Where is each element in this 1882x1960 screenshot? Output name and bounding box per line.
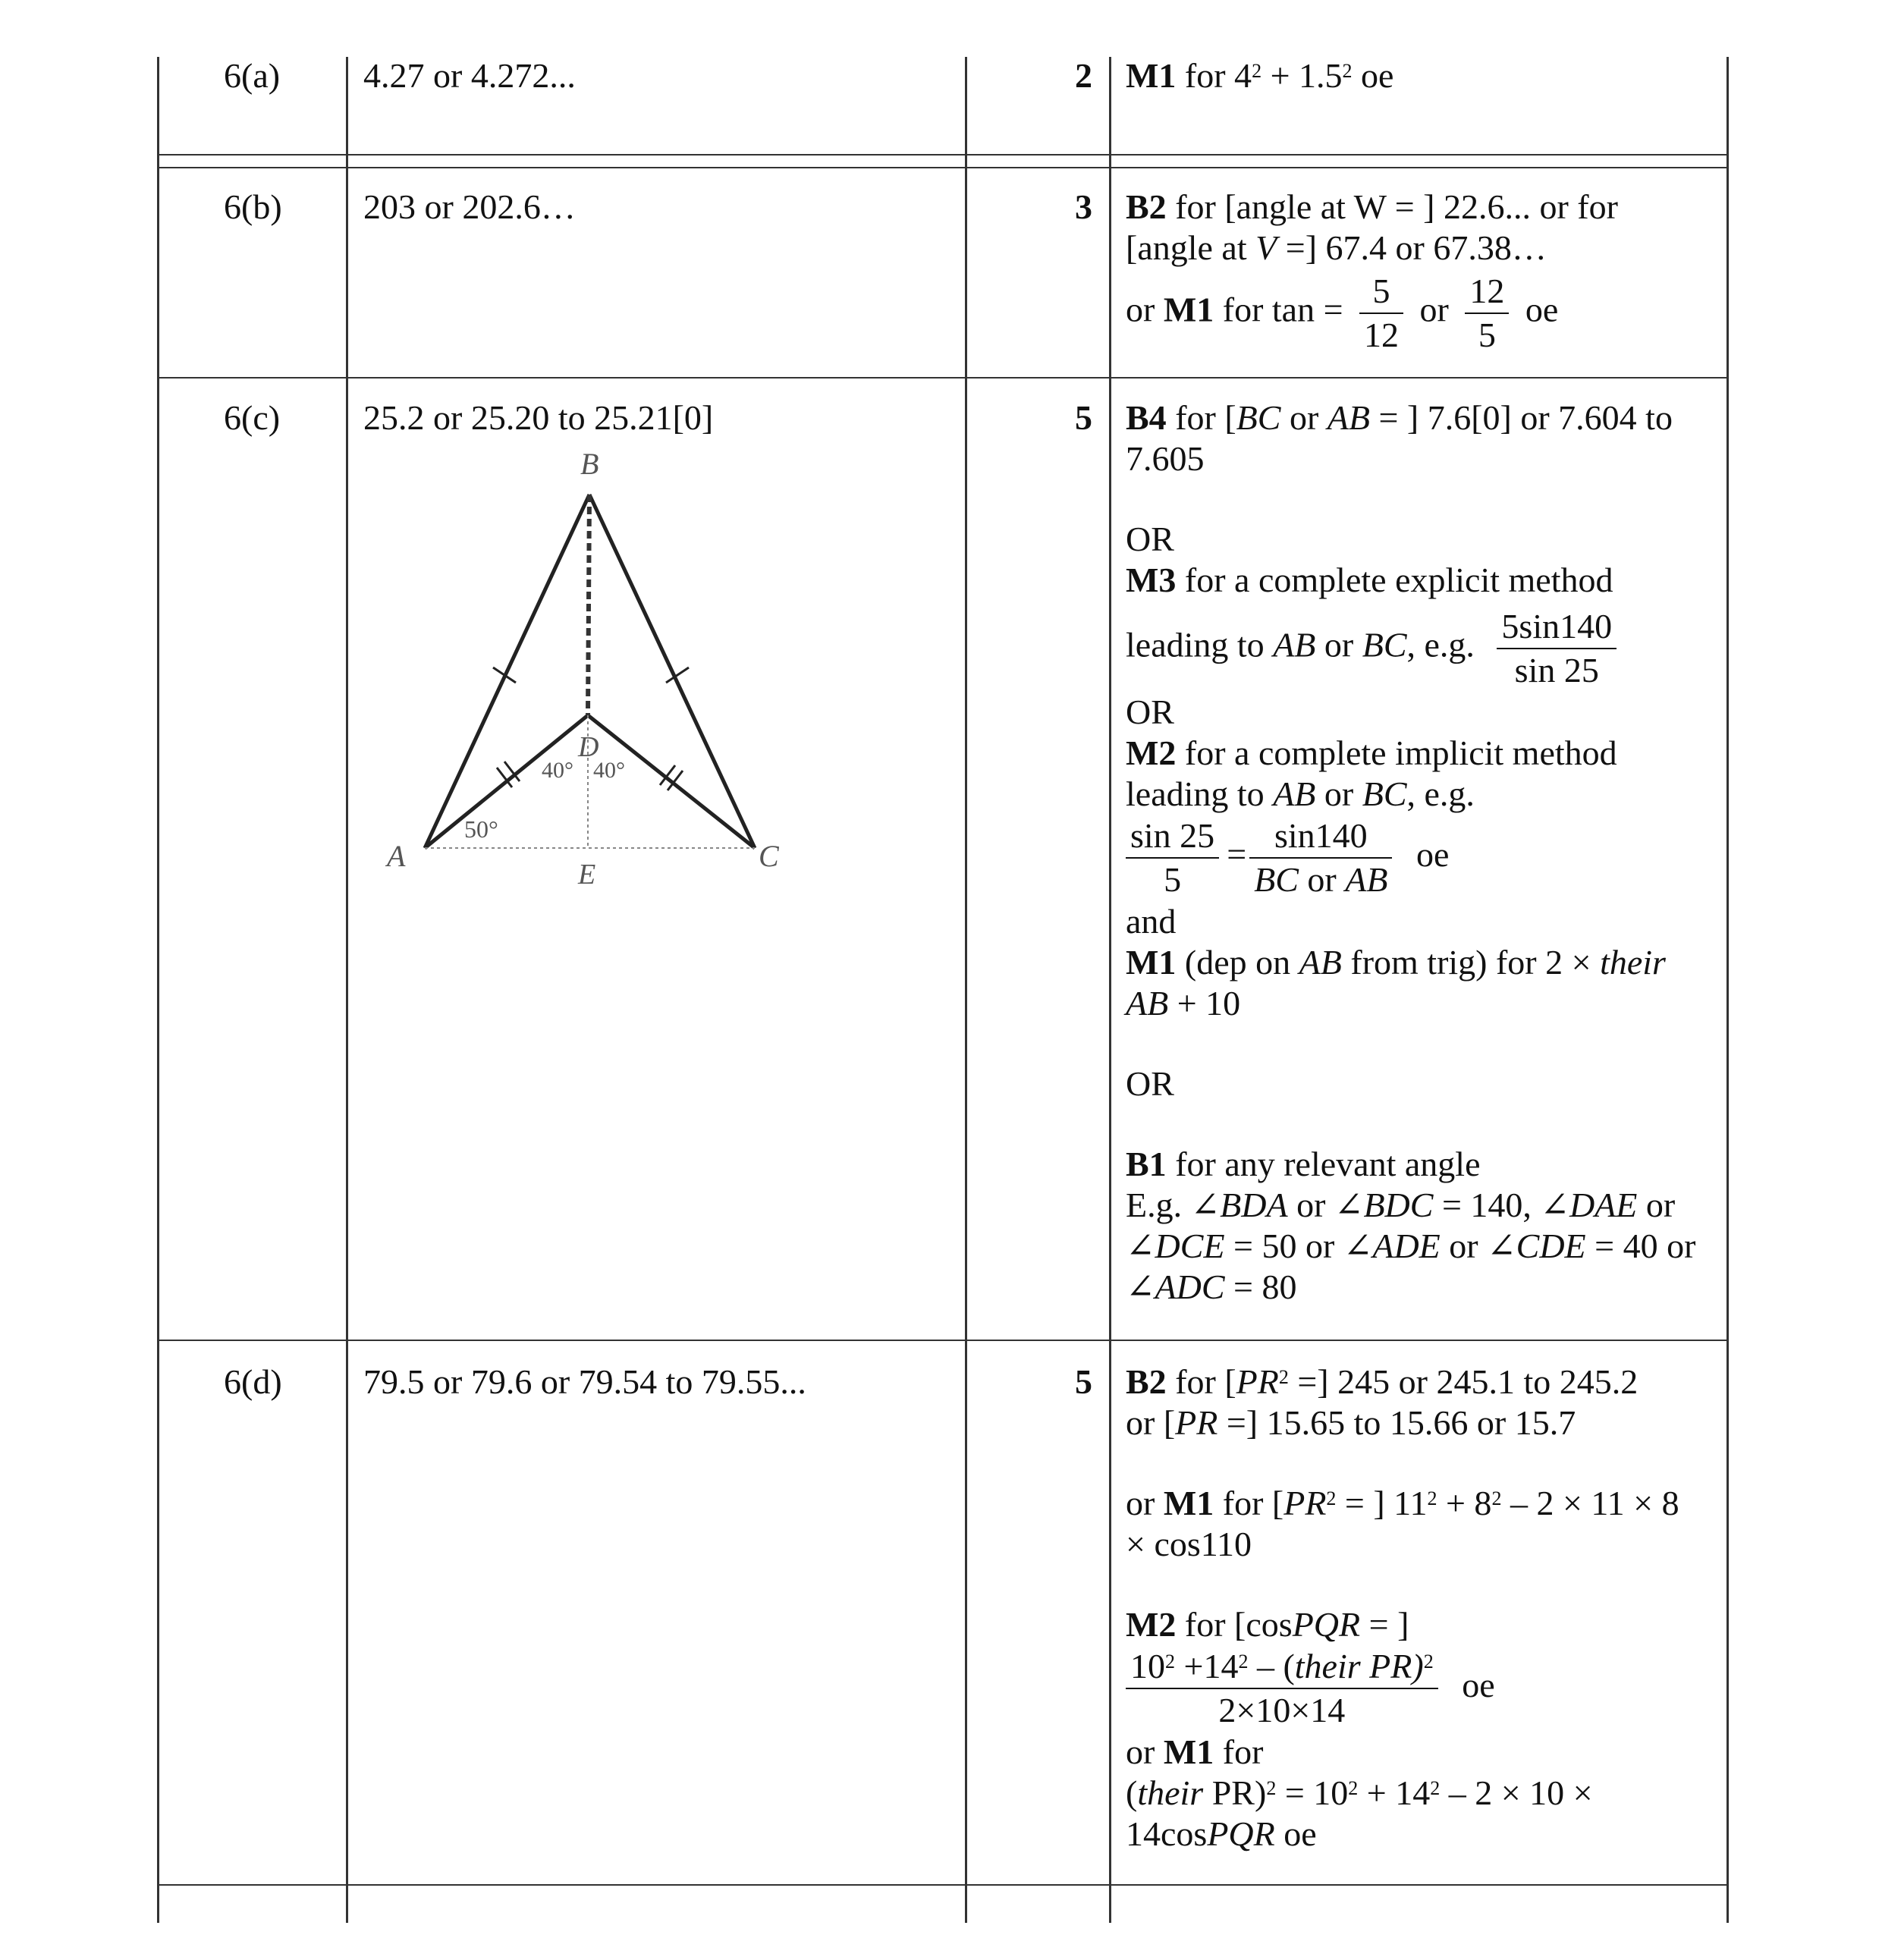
fraction: $\frac{5}{12}$ bbox=[1359, 270, 1403, 357]
angle-40-right: 40° bbox=[593, 758, 625, 783]
angle-50: 50° bbox=[464, 815, 498, 843]
fraction: $\frac{5\sin 140}{\sin 25}$ bbox=[1497, 605, 1617, 692]
table-border-left bbox=[157, 57, 159, 1923]
table-border-right bbox=[1726, 57, 1729, 1923]
part-label: 6(c) bbox=[224, 398, 281, 437]
table-divider-part bbox=[346, 57, 348, 1923]
angle-40-left: 40° bbox=[542, 758, 573, 783]
row-divider-a-b-1 bbox=[157, 154, 1729, 155]
answer-text: 79.5 or 79.6 or 79.54 to 79.55... bbox=[363, 1362, 806, 1401]
part-label: 6(d) bbox=[224, 1362, 282, 1401]
label-d: D bbox=[578, 731, 599, 763]
marks-value: 5 bbox=[1075, 398, 1092, 437]
answer-text: 203 or 202.6… bbox=[363, 187, 576, 226]
table-divider-marks bbox=[1109, 57, 1111, 1923]
answer-text: 25.2 or 25.20 to 25.21[0] bbox=[363, 398, 714, 437]
table-divider-answer bbox=[965, 57, 967, 1923]
marks-value: 3 bbox=[1075, 187, 1092, 226]
fraction: $\frac{12}{5}$ bbox=[1465, 270, 1509, 357]
guidance-text: B4 for [BC or AB = ] 7.6[0] or 7.604 to 7.605 OR M3 for a complete explicit method leading to AB or BC, e.g. $\frac{5\sin 140}{\sin 25}$ OR M2 for a complete implicit method leading to AB or BC, e.g. $\frac{\sin 25}{5}$ = $\frac{\sin 140}{\text{BC or AB}}$ oe and M1 (dep on AB from trig) for 2 × their AB + 10 OR B1 for any relevant angle E.g. ∠BDA or ∠BDC = 140, ∠DAE or ∠DCE = 50 or ∠ADE or ∠CDE = 40 or ∠ADC = 80 bbox=[1126, 398, 1696, 1306]
fraction: $\frac{10^2 +14^2 - (their PR)^2}{2\times 10\times 14}$ bbox=[1126, 1645, 1438, 1732]
fraction: $\frac{\sin 140}{\text{BC or AB}}$ bbox=[1249, 815, 1392, 901]
marks-value: 5 bbox=[1075, 1362, 1092, 1401]
fraction: $\frac{\sin 25}{5}$ bbox=[1126, 815, 1219, 901]
triangle-diagram bbox=[379, 448, 804, 903]
edge-bc bbox=[589, 495, 755, 848]
row-divider-c-d bbox=[157, 1340, 1729, 1341]
label-e: E bbox=[578, 859, 596, 890]
row-divider-bottom bbox=[157, 1884, 1729, 1886]
edge-bd-dashed bbox=[588, 495, 589, 715]
marks-value: 2 bbox=[1075, 56, 1092, 95]
row-divider-a-b-2 bbox=[157, 167, 1729, 168]
answer-text: 4.27 or 4.272... bbox=[363, 56, 576, 95]
label-a: A bbox=[387, 839, 406, 873]
edge-ab bbox=[425, 495, 589, 848]
row-divider-b-c bbox=[157, 377, 1729, 378]
guidance-text: B2 for [angle at W = ] 22.6... or for [angle at V =] 67.4 or 67.38… or M1 for tan = $\frac{5}{12}$ or $\frac{12}{5}$ oe bbox=[1126, 187, 1618, 357]
label-b: B bbox=[580, 448, 599, 481]
part-label: 6(a) bbox=[224, 56, 281, 95]
label-c: C bbox=[759, 839, 779, 873]
guidance-text: B2 for [$PR^2$ =] 245 or 245.1 to 245.2 or [PR =] 15.65 to 15.66 or 15.7 or M1 for [$PR^2$ = ] $11^2 + 8^2 - 2 \times 11 \times 8$ × cos110 M2 for [cosPQR = ] $\frac{10^2 +14^2 - (their PR)^2}{2\times 10\times 14}$ oe or M1 for (their $PR)^2 = 10^2 + 14^2 - 2 \times 10$ × 14cosPQR oe bbox=[1126, 1362, 1679, 1853]
guidance-text: M1 for $4^2 + 1.5^2$ oe bbox=[1126, 56, 1394, 95]
part-label: 6(b) bbox=[224, 187, 282, 226]
